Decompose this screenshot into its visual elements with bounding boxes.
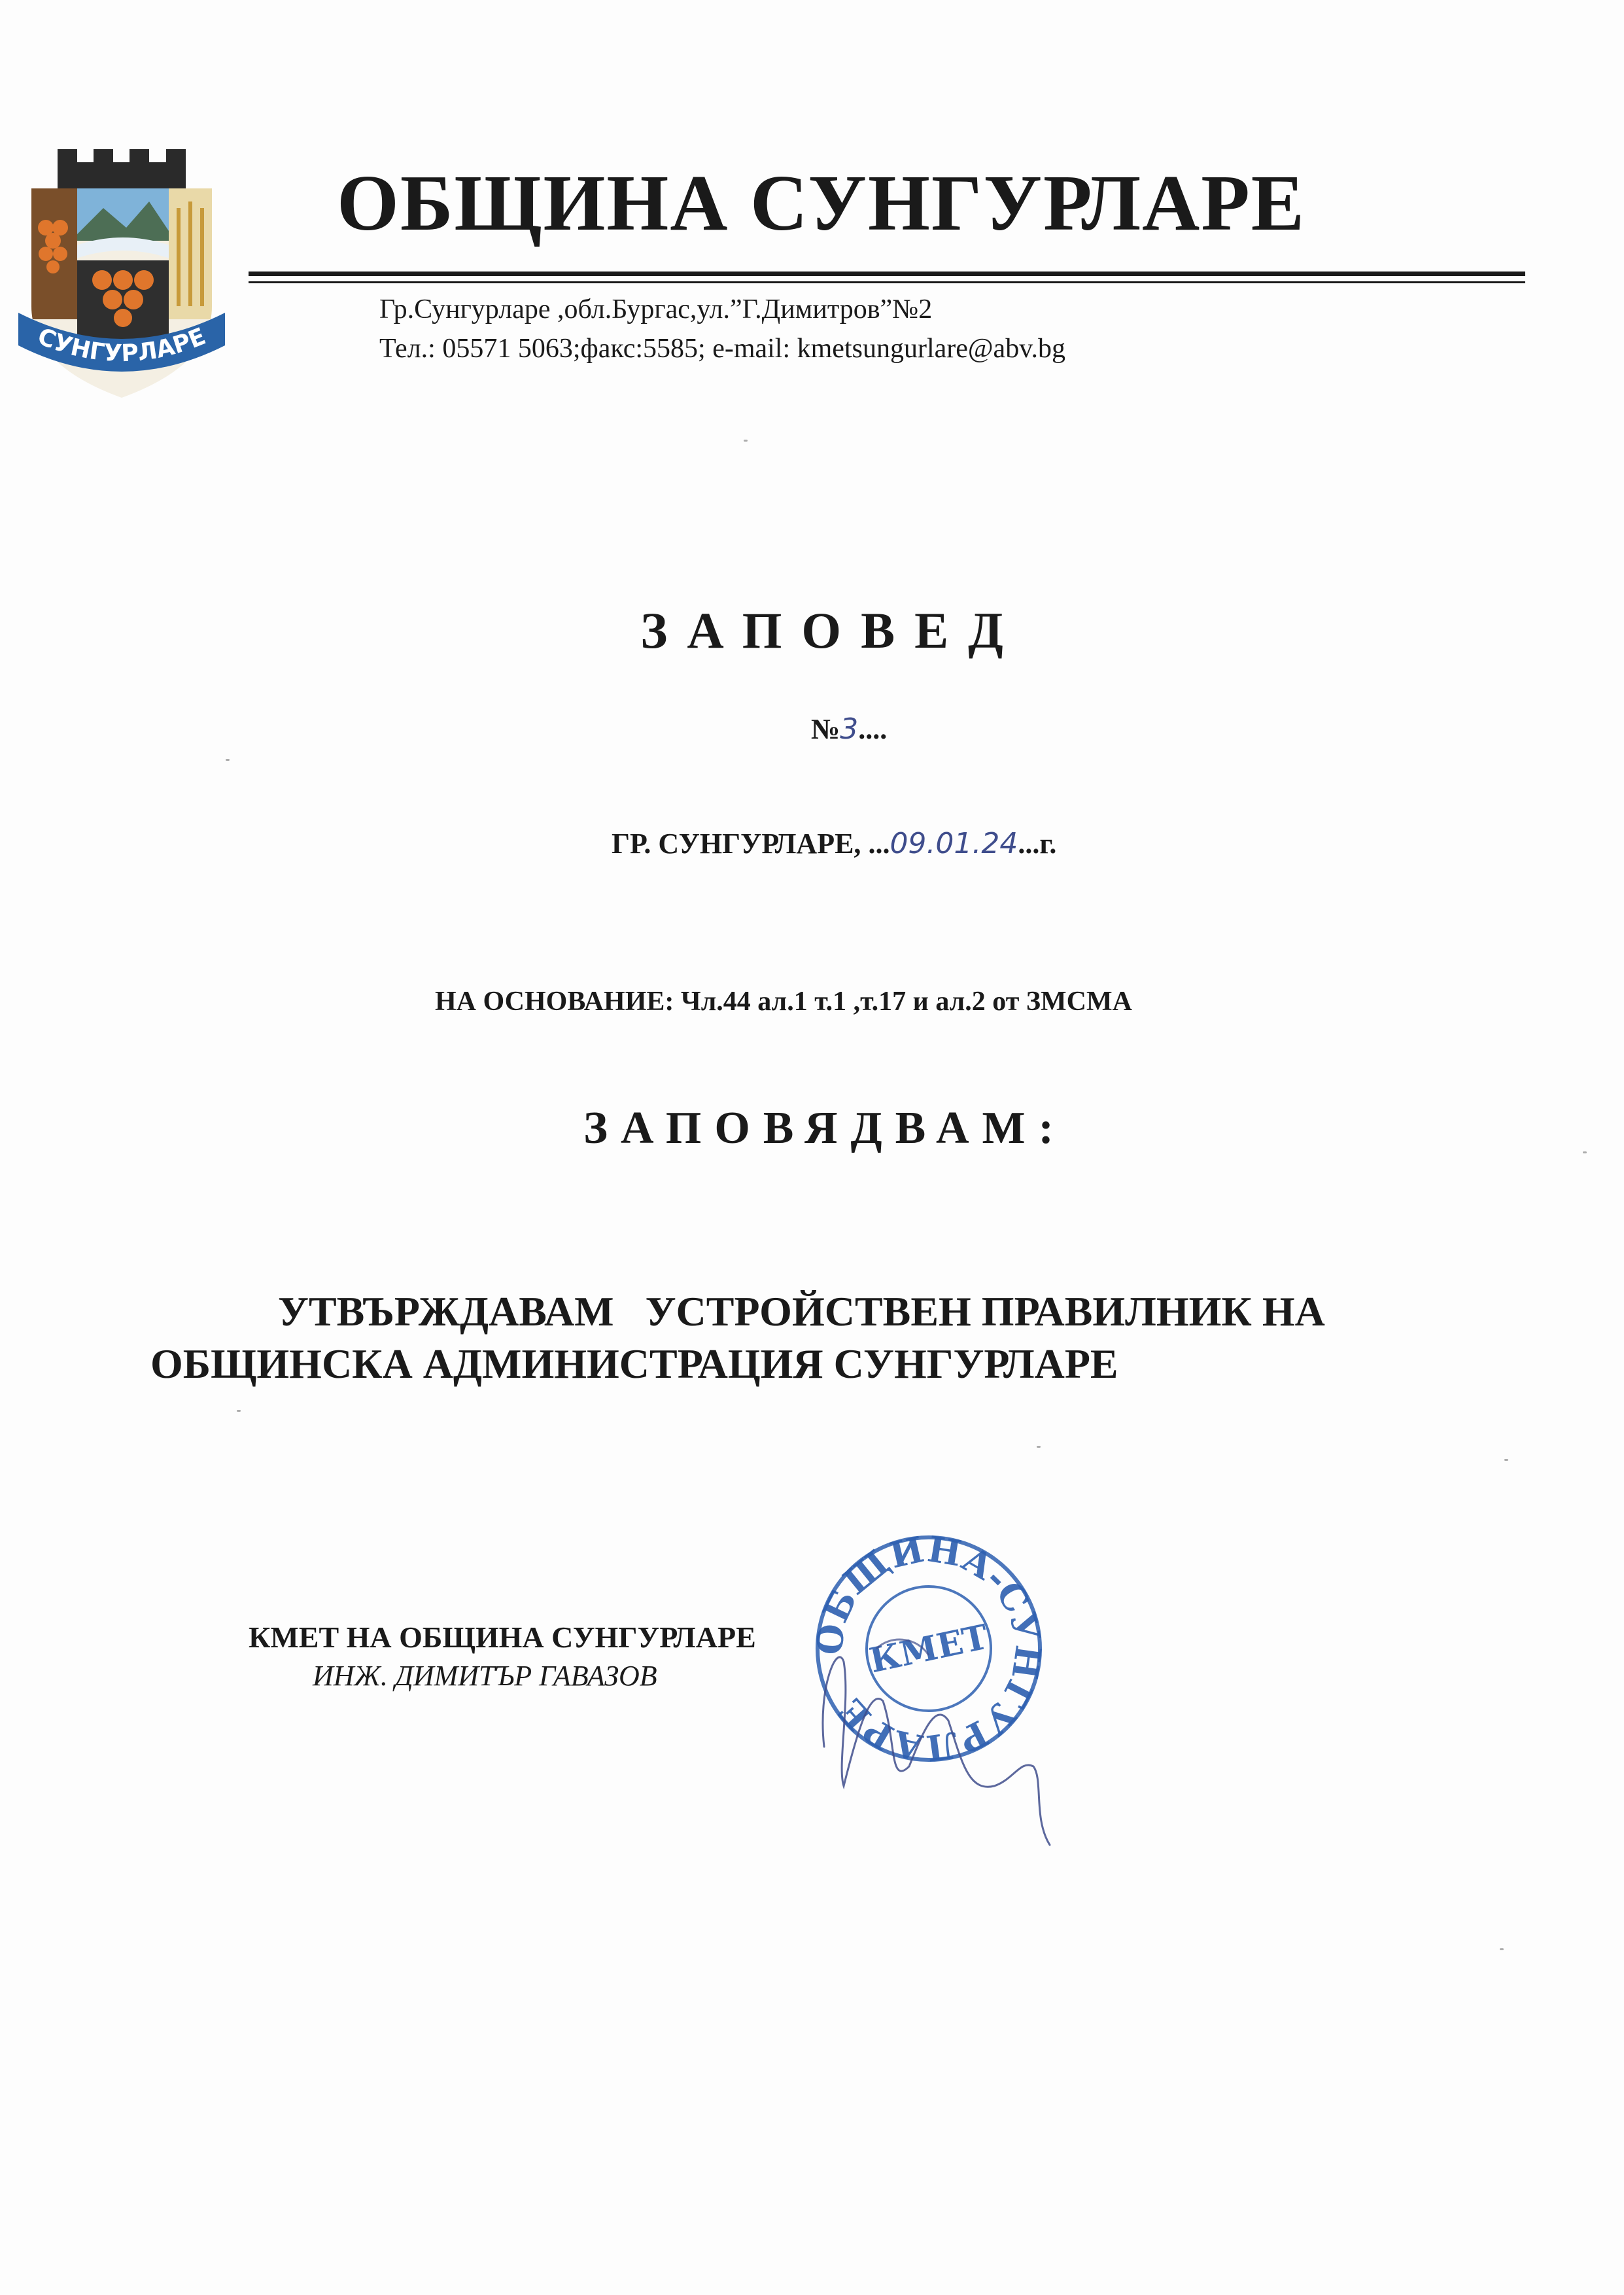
date-handwritten: 09.01.24 [890,827,1018,860]
order-verb: ЗАПОВЯДВАМ: [583,1103,1067,1153]
castle-crown-icon [58,149,186,190]
legal-basis-text: Чл.44 ал.1 т.1 ,т.17 и ал.2 от ЗМСМА [674,987,1132,1017]
municipality-crest-logo [5,149,238,408]
contacts-line: Тел.: 05571 5063;факс:5585; e-mail: kmetsungurlare@abv.bg [379,334,1065,364]
date-dots-before: ... [868,828,890,860]
handwritten-signature [798,1570,1073,1858]
scan-speck [1500,1948,1504,1950]
scan-speck [1037,1446,1041,1448]
document-title: ЗАПОВЕД [640,602,1023,659]
scan-speck [1583,1151,1587,1153]
signatory-name: ИНЖ. ДИМИТЪР ГАВАЗОВ [313,1660,657,1692]
order-body [150,1286,1325,1390]
scan-speck [1504,1459,1508,1461]
scan-speck [237,1410,241,1412]
scan-speck [744,440,748,442]
place-label: ГР. СУНГУРЛАРЕ, [612,828,869,860]
order-number-dots: .... [858,713,888,745]
header-rule-thick [249,272,1525,276]
order-number-prefix: № [811,713,840,745]
address-line: Гр.Сунгурларе ,обл.Бургас,ул.”Г.Димитров”№2 [379,294,933,324]
legal-basis-label: НА ОСНОВАНИЕ: [435,987,674,1017]
header-rule-thin [249,281,1525,283]
legal-basis [435,988,1132,1015]
date-suffix: г. [1039,828,1057,860]
order-body-line-2: ОБЩИНСКА АДМИНИСТРАЦИЯ СУНГУРЛАРЕ [150,1340,1118,1387]
organization-name: ОБЩИНА СУНГУРЛАРЕ [337,159,1306,247]
scan-speck [226,759,230,761]
date-dots-after: ... [1018,828,1040,860]
signatory-role: КМЕТ НА ОБЩИНА СУНГУРЛАРЕ [249,1621,756,1654]
order-body-line-1: УТВЪРЖДАВАМ УСТРОЙСТВЕН ПРАВИЛНИК НА [278,1288,1325,1335]
order-number-handwritten: 3 [840,712,859,746]
stamp-center-text: КМЕТ [866,1617,992,1681]
place-and-date [612,827,1057,860]
order-number [811,712,888,746]
crest-banner-text: СУНГУРЛАРЕ [33,323,210,368]
stamp-ring-text: ОБЩИНА-СУНГУРЛАРЕ [808,1528,1050,1770]
